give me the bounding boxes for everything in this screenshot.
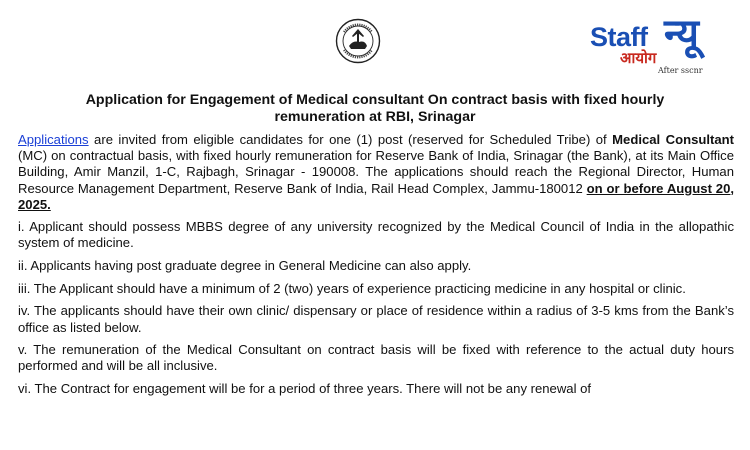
eligibility-point-2: ii. Applicants having post graduate degree in General Medicine can also apply. [18, 257, 472, 273]
logo-tagline: After sscnr [658, 66, 703, 75]
title-line-2: remuneration at RBI, Srinagar [274, 109, 476, 125]
title-line-1: Application for Engagement of Medical consultant On contract basis with fixed hourly [85, 92, 665, 108]
eligibility-point-5: v. The remuneration of the Medical Consultant on contract basis will be fixed with reference to the actual duty hours performed and will be all inclusive. [18, 342, 734, 374]
rbi-seal-icon [335, 18, 381, 64]
logo-aayog-text: आयोग [620, 49, 657, 67]
logo-staff-text: Staff [590, 22, 648, 52]
eligibility-point-3: iii. The Applicant should have a minimum of 2 (two) years of experience practicing medicine in any hospital or clinic. [18, 280, 686, 296]
page-title [10, 92, 740, 126]
logo-nyu-text: न्यू [664, 11, 699, 57]
eligibility-point-1: i. Applicant should possess MBBS degree of any university recognized by the Medical Council of India in the allopathic system of medicine. [18, 219, 734, 251]
intro-paragraph [18, 132, 734, 213]
intro-text-2: (MC) on contractual basis, with fixed hourly remuneration for Reserve Bank of India, Srinagar (the Bank), at its Main Office Building, Amir Manzil, 1-C, Rajbagh, Srinagar - 190008. The applications should reach the Regional Director, Human Resource Management Department, Reserve Bank of India, Rail Head Complex, Jammu-180012 [18, 148, 734, 196]
eligibility-point-6: vi. The Contract for engagement will be for a period of three years. There will not be any renewal of [18, 381, 592, 397]
intro-text-1: are invited from eligible candidates for one (1) post (reserved for Scheduled Tribe) of [88, 132, 613, 147]
post-name: Medical Consultant [612, 132, 734, 147]
eligibility-point-4: iv. The applicants should have their own clinic/ dispensary or place of residence within a radius of 3-5 kms from the Bank’s office as listed below. [18, 303, 734, 335]
staff-nyu-aayog-logo [590, 11, 740, 78]
deadline-text: on or before August 20, 2025. [18, 180, 734, 212]
applications-link[interactable]: Applications [18, 132, 89, 147]
notice-body [18, 132, 734, 404]
